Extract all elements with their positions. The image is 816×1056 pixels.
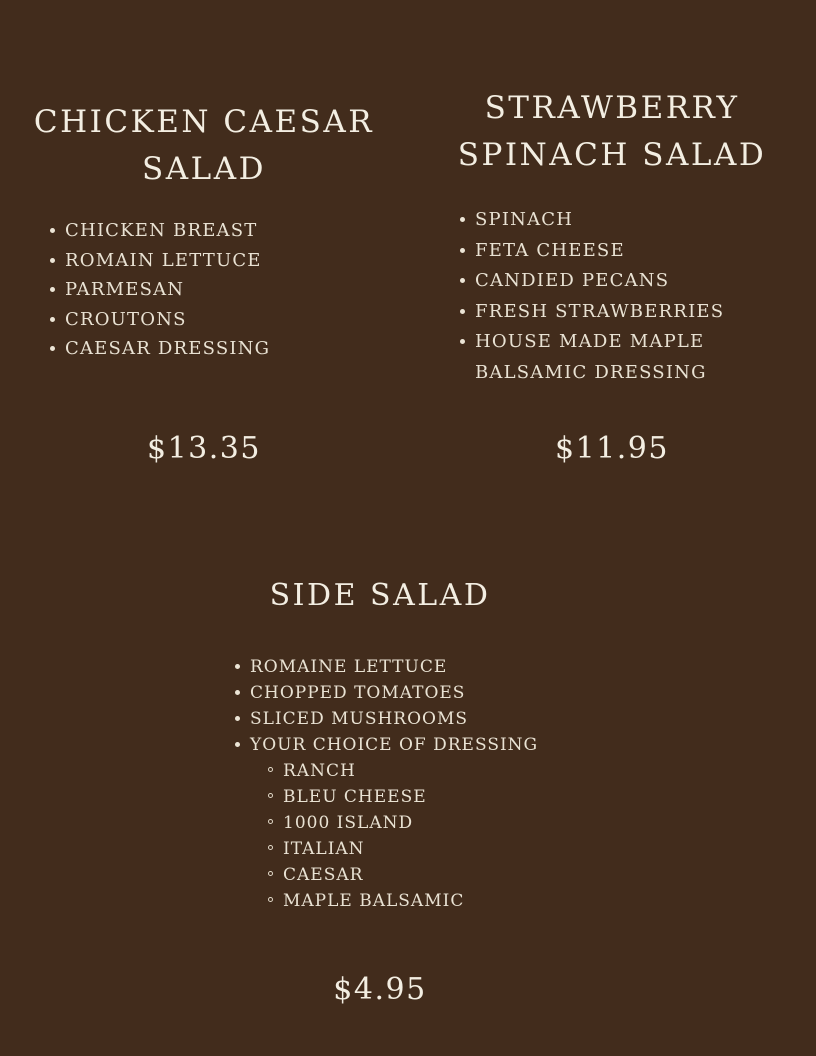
bullet-dot-icon	[460, 278, 465, 283]
ingredient-list	[460, 205, 755, 388]
bullet-circle-icon	[268, 871, 273, 876]
section-chicken-caesar-salad	[0, 0, 408, 520]
ingredient-label: YOUR CHOICE OF DRESSING	[250, 735, 539, 755]
list-item	[268, 758, 760, 784]
ingredient-label: CHOPPED TOMATOES	[250, 683, 466, 703]
list-item	[50, 334, 408, 364]
section-title-side-salad	[0, 578, 760, 614]
list-item	[235, 680, 760, 706]
ingredient-label: HOUSE MADE MAPLE BALSAMIC DRESSING	[475, 331, 707, 383]
bullet-circle-icon	[268, 845, 273, 850]
price-label: $13.35	[147, 431, 261, 466]
list-item	[460, 236, 755, 267]
bullet-dot-icon	[50, 287, 55, 292]
bullet-dot-icon	[50, 317, 55, 322]
list-item	[460, 327, 755, 388]
ingredient-label: CANDIED PECANS	[475, 270, 670, 291]
ingredient-label: SLICED MUSHROOMS	[250, 709, 469, 729]
dressing-option-label: MAPLE BALSAMIC	[283, 891, 465, 911]
ingredient-label: FETA CHEESE	[475, 239, 625, 261]
bullet-dot-icon	[235, 742, 240, 747]
bullet-dot-icon	[50, 258, 55, 263]
section-title-line: SIDE SALAD	[269, 578, 491, 613]
section-strawberry-spinach-salad	[408, 0, 816, 520]
list-item	[50, 246, 408, 276]
ingredient-list	[235, 654, 760, 914]
list-item	[460, 297, 755, 328]
bullet-dot-icon	[460, 248, 465, 253]
list-item	[50, 305, 408, 335]
bullet-dot-icon	[460, 339, 465, 344]
bullet-dot-icon	[50, 228, 55, 233]
bullet-circle-icon	[268, 819, 273, 824]
ingredient-label: CROUTONS	[65, 308, 187, 330]
ingredient-label: FRESH STRAWBERRIES	[475, 300, 725, 322]
ingredient-label: CAESAR DRESSING	[65, 338, 271, 359]
bullet-dot-icon	[235, 664, 240, 669]
list-item	[268, 888, 760, 914]
ingredient-label: ROMAINE LETTUCE	[250, 657, 448, 677]
section-title-line: SALAD	[142, 151, 266, 187]
dressing-options-list	[268, 758, 760, 914]
bullet-dot-icon	[50, 346, 55, 351]
list-item	[268, 862, 760, 888]
list-item	[460, 205, 755, 236]
list-item	[50, 275, 408, 305]
bullet-dot-icon	[235, 716, 240, 721]
list-item	[460, 266, 755, 297]
dressing-option-label: RANCH	[283, 761, 356, 781]
list-item	[235, 706, 760, 732]
section-title-chicken-caesar	[0, 99, 408, 193]
bullet-dot-icon	[460, 217, 465, 222]
dressing-option-label: CAESAR	[283, 865, 364, 885]
section-side-salad	[0, 578, 760, 1007]
dressing-option-label: BLEU CHEESE	[283, 787, 427, 807]
ingredient-label: SPINACH	[475, 209, 574, 230]
list-item	[268, 810, 760, 836]
bullet-circle-icon	[268, 897, 273, 902]
bullet-circle-icon	[268, 793, 273, 798]
section-title-strawberry-spinach	[408, 85, 816, 179]
ingredient-label: PARMESAN	[65, 279, 185, 300]
bullet-dot-icon	[460, 309, 465, 314]
price-label: $4.95	[333, 972, 427, 1007]
dressing-option-label: 1000 ISLAND	[283, 813, 414, 833]
ingredient-label: ROMAIN LETTUCE	[65, 249, 262, 271]
section-title-line: SPINACH SALAD	[457, 137, 767, 173]
list-item	[268, 836, 760, 862]
list-item	[268, 784, 760, 810]
price-label: $11.95	[555, 431, 669, 466]
ingredient-list	[50, 216, 408, 364]
ingredient-label: CHICKEN BREAST	[65, 220, 258, 241]
section-title-line: STRAWBERRY	[484, 90, 740, 126]
list-item	[235, 654, 760, 680]
bullet-dot-icon	[235, 690, 240, 695]
dressing-option-label: ITALIAN	[283, 839, 365, 859]
bullet-circle-icon	[268, 767, 273, 772]
list-item	[235, 732, 760, 914]
section-title-line: CHICKEN CAESAR	[33, 104, 375, 140]
list-item	[50, 216, 408, 246]
